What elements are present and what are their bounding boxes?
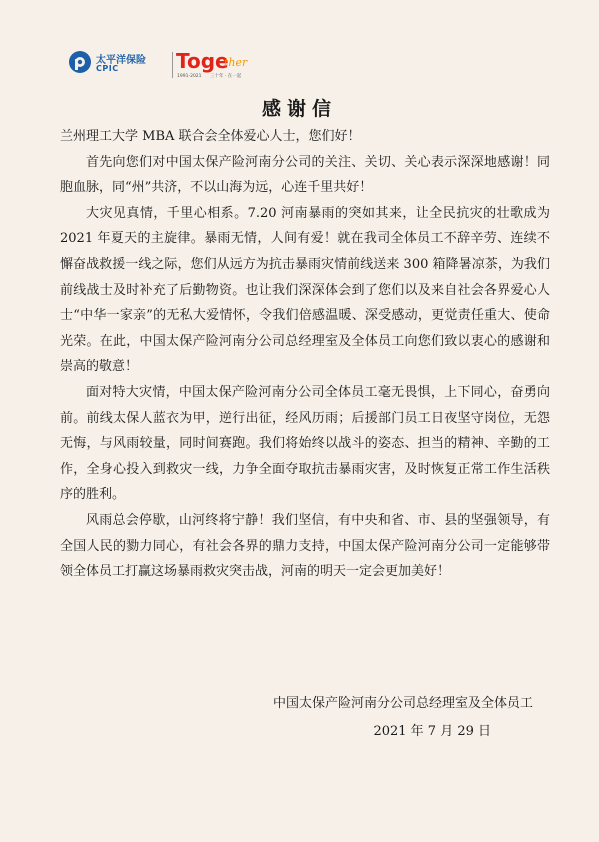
paragraph-4: 风雨总会停歇，山河终将宁静！我们坚信，有中央和省、市、县的坚强领导，有全国人民的勠力同心，有社会各界的鼎力支持，中国太保产险河南分公司一定能够带领全体员工打赢这场暴雨救灾突击战，河南的明天一定会更加美好！ (60, 512, 550, 580)
signature-block (273, 690, 533, 746)
cpic-logo-en: CPIC (96, 64, 119, 73)
letter-title: 感谢信 (261, 98, 337, 120)
svg-text:1991-2021: 1991-2021 (177, 74, 202, 79)
together-anniversary-logo (174, 46, 254, 82)
letter-body (60, 124, 550, 585)
svg-text:Toge: Toge (176, 49, 229, 73)
cpic-logo (68, 48, 168, 80)
signature: 中国太保产险河南分公司总经理室及全体员工 (272, 696, 533, 711)
paragraph-3: 面对特大灾情，中国太保产险河南分公司全体员工毫无畏惧，上下同心，奋勇向前。前线太保人蓝衣为甲，逆行出征，经风历雨；后援部门员工日夜坚守岗位，无怨无悔，与风雨较量，同时间赛跑。我们将始终以战斗的姿态、担当的精神、辛勤的工作，全身心投入到救灾一线，力争全面夺取抗击暴雨灾害，及时恢复正常工作生活秩序的胜利。 (60, 384, 550, 503)
letter-date: 2021 年 7 月 29 日 (373, 724, 491, 739)
salutation: 兰州理工大学 MBA 联合会全体爱心人士，您们好！ (60, 129, 361, 144)
paragraph-1: 首先向您们对中国太保产险河南分公司的关注、关切、关心表示深深地感谢！同胞血脉，同“州”共济，不以山海为远，心连千里共好！ (60, 154, 550, 196)
cpic-logo-icon (68, 50, 92, 74)
svg-text:ther: ther (224, 56, 248, 69)
paragraph-2: 大灾见真情，千里心相系。7.20 河南暴雨的突如其来，让全民抗灾的壮歌成为 2021 年夏天的主旋律。暴雨无情，人间有爱！就在我司全体员工不辞辛劳、连续不懈奋战救援一线之际，您们从远方为抗击暴雨灾情前线送来 300 箱降暑凉茶，为我们前线战士及时补充了后勤物资。也让我们深深体会到了您们以及来自社会各界爱心人士“中华一家亲”的无私大爱情怀，令我们倍感温暖、深受感动，更觉责任重大、使命光荣。在此，中国太保产险河南分公司总经理室及全体员工向您们致以衷心的感谢和崇高的敬意！ (60, 205, 550, 375)
svg-text:三十年 · 在一起: 三十年 · 在一起 (210, 74, 242, 79)
cpic-logo-cn: 太平洋保险 (96, 55, 146, 66)
logo-divider (172, 52, 173, 78)
letterhead (68, 44, 368, 84)
